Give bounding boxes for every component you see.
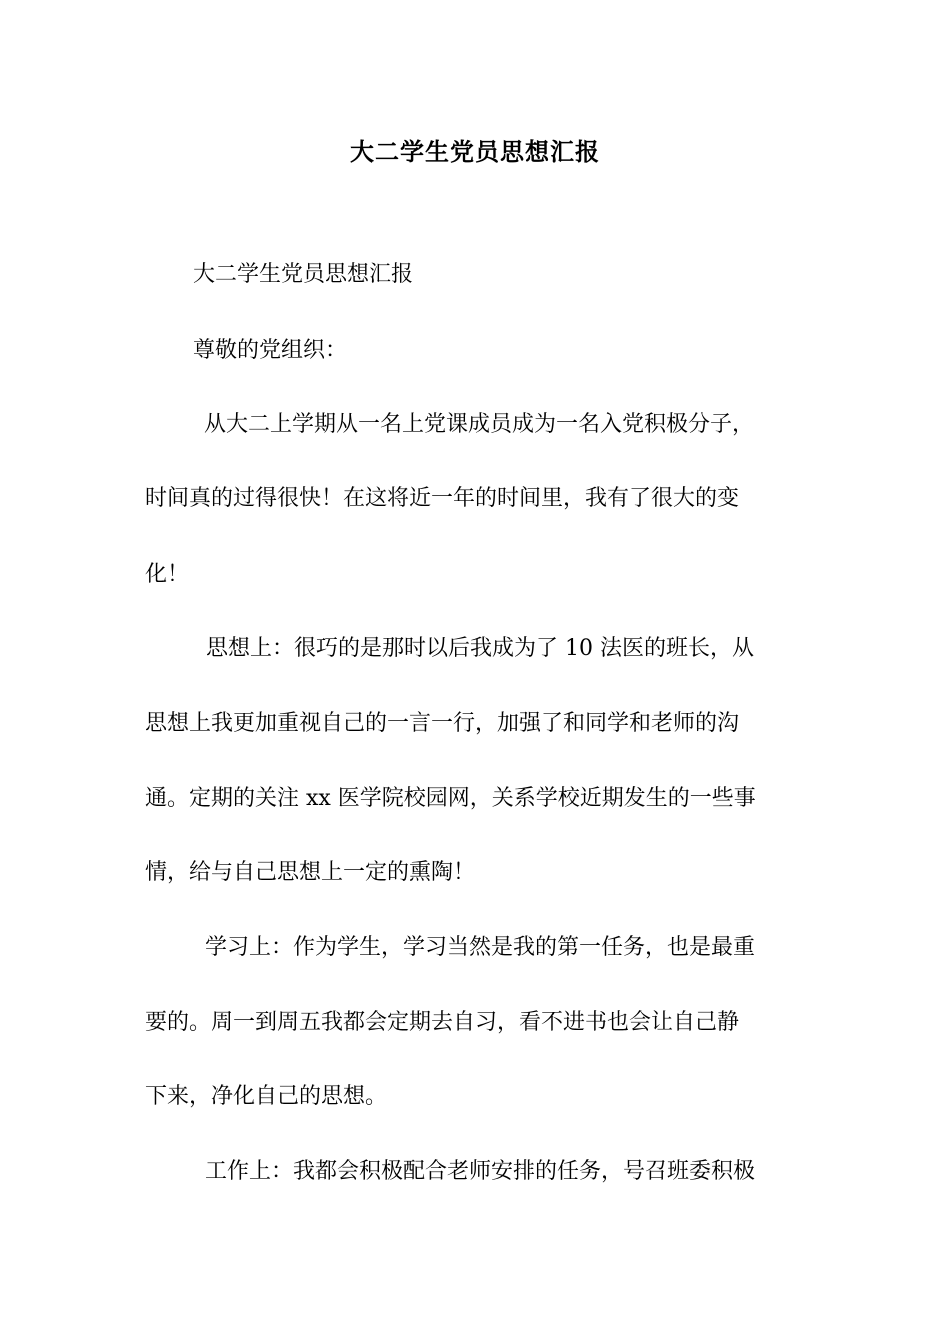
paragraph-line: 时间真的过得很快！在这将近一年的时间里，我有了很大的变 <box>145 486 740 511</box>
paragraph-line: 学习上：作为学生，学习当然是我的第一任务，也是最重 <box>205 935 756 960</box>
paragraph-line: 从大二上学期从一名上党课成员成为一名入党积极分子， <box>204 412 755 437</box>
body-heading-line: 大二学生党员思想汇报 <box>193 262 414 287</box>
document-title: 大二学生党员思想汇报 <box>350 137 600 166</box>
paragraph-line: 思想上：很巧的是那时以后我成为了 10 法医的班长，从 <box>206 636 754 661</box>
paragraph-line: 化！ <box>145 562 190 587</box>
salutation-line: 尊敬的党组织： <box>193 338 348 363</box>
paragraph-line: 思想上我更加重视自己的一言一行，加强了和同学和老师的沟 <box>145 711 740 736</box>
paragraph-line: 情，给与自己思想上一定的熏陶！ <box>145 860 476 885</box>
paragraph-line: 通。定期的关注 xx 医学院校园网，关系学校近期发生的一些事 <box>145 786 756 811</box>
paragraph-line: 工作上：我都会积极配合老师安排的任务，号召班委积极 <box>205 1159 756 1184</box>
paragraph-line: 要的。周一到周五我都会定期去自习，看不进书也会让自己静 <box>145 1010 740 1035</box>
paragraph-line: 下来，净化自己的思想。 <box>145 1084 388 1109</box>
